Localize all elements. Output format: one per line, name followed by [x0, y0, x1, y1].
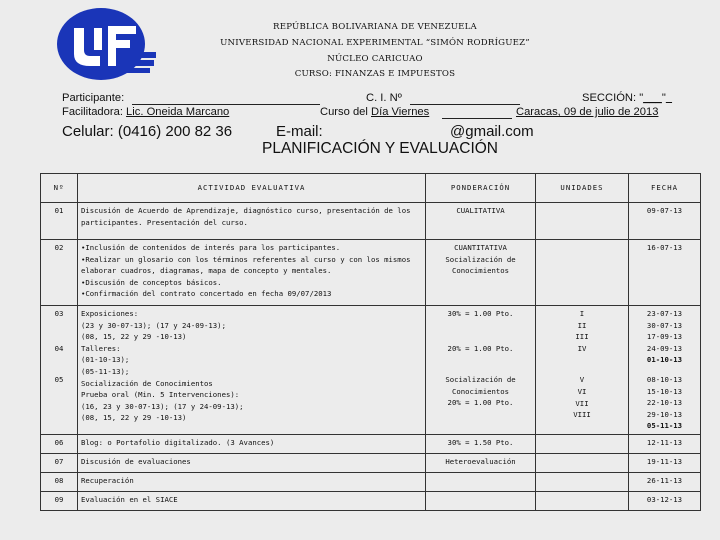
ponderacion-exposiciones: 30% = 1.00 Pto. [447, 309, 514, 318]
seccion-end: " [661, 92, 666, 104]
page-title: PLANIFICACIÓN Y EVALUACIÓN [261, 140, 498, 157]
row-actividad: Recuperación [78, 472, 426, 491]
unidad: IV [577, 343, 587, 353]
actividad-line: Prueba oral (Min. 5 Intervenciones): [81, 390, 240, 400]
table-row [41, 306, 701, 435]
celular: Celular: (0416) 200 82 36 [62, 123, 233, 140]
actividad-line: (01-10-13); [81, 355, 130, 365]
header-curso: CURSO: FINANZAS E IMPUESTOS [294, 69, 456, 79]
university-logo-icon [56, 6, 160, 82]
row-actividad: Blog: o Portafolio digitalizado. (3 Avances) [78, 434, 426, 453]
actividad-line: (16, 23 y 30-07-13); (17 y 24-09-13); [81, 401, 244, 411]
row-ponderacion: 30% = 1.50 Pto. [426, 434, 536, 453]
row-fecha: 09-07-13 [629, 203, 701, 240]
row-fechas-group [629, 306, 701, 435]
row-nums [41, 306, 78, 435]
header-actividad: ACTIVIDAD EVALUATIVA [78, 174, 426, 203]
row-num: 01 [41, 203, 78, 240]
fecha: 30-07-13 [646, 320, 683, 330]
row-unidades [536, 453, 629, 472]
fecha: 15-10-13 [646, 386, 683, 396]
participante-label: Participante: [62, 92, 125, 104]
row-ponderacion [426, 491, 536, 510]
row-unidades [536, 491, 629, 510]
list-item: •Realizar un glosario con los términos referentes al curso y con los mismos elaborar cuadros, diagramas, mapa de concepto y mentales. [81, 254, 411, 276]
row-unidades [536, 472, 629, 491]
actividad-line: (08, 15, 22 y 29 -10-13) [81, 413, 187, 423]
row-unidades [536, 434, 629, 453]
fecha-documento: Caracas, 09 de julio de 2013 [516, 106, 659, 118]
ponderacion-talleres: 20% = 1.00 Pto. [447, 343, 514, 353]
list-item: •Discusión de conceptos básicos. [81, 277, 222, 287]
actividad-line: Talleres: [81, 343, 121, 353]
unidad: VII [575, 398, 589, 408]
facilitadora-value: Lic. Oneida Marcano [126, 106, 230, 118]
row-ponderacion [426, 472, 536, 491]
seccion-label: SECCIÓN: " [582, 92, 644, 104]
header-fecha: FECHA [629, 174, 701, 203]
table-header-row [41, 174, 701, 203]
fecha: 29-10-13 [646, 409, 683, 419]
actividad-line: (05-11-13); [81, 366, 130, 376]
row-actividad-lines [78, 306, 426, 435]
row-actividad: Discusión de Acuerdo de Aprendizaje, diagnóstico curso, presentación de los participantes. Presentación del curso. [78, 203, 426, 240]
unidad: VI [577, 386, 587, 396]
row-num: 09 [41, 491, 78, 510]
fecha: 23-07-13 [646, 309, 683, 318]
unidad: VIII [573, 410, 591, 420]
actividad-line: (08, 15, 22 y 29 -10-13) [81, 332, 187, 342]
header-unidades: UNIDADES [536, 174, 629, 203]
row-ponderacion-group [426, 306, 536, 435]
list-item: •Confirmación del contrato concertado en fecha 09/07/2013 [81, 289, 332, 299]
row-num: 05 [54, 375, 64, 385]
header-republic: REPÚBLICA BOLIVARIANA DE VENEZUELA [273, 22, 477, 32]
email-label: E-mail: [276, 123, 323, 140]
row-ponderacion: CUANTITATIVA Socialización de Conocimientos [426, 240, 536, 306]
header-university: UNIVERSIDAD NACIONAL EXPERIMENTAL “SIMÓN RODRÍGUEZ” [220, 38, 530, 48]
row-num: 08 [41, 472, 78, 491]
fecha: 01-10-13 [646, 355, 683, 365]
email-domain: @gmail.com [450, 123, 534, 140]
row-num: 04 [54, 343, 64, 353]
unidad: I [579, 309, 585, 318]
row-ponderacion: Heteroevaluación [426, 453, 536, 472]
table-row [41, 240, 701, 306]
facilitadora-label: Facilitadora: [62, 106, 123, 118]
row-num: 07 [41, 453, 78, 472]
table-row [41, 203, 701, 240]
ci-label: C. I. Nº [366, 92, 402, 104]
header-ponderacion: PONDERACIÓN [426, 174, 536, 203]
fecha: 08-10-13 [646, 374, 683, 384]
row-actividad: Evaluación en el SIACE [78, 491, 426, 510]
row-fecha: 19-11-13 [629, 453, 701, 472]
row-actividad-list [78, 240, 426, 306]
table-row [41, 434, 701, 453]
row-unidades [536, 203, 629, 240]
header-nucleo: NÚCLEO CARICUAO [327, 54, 423, 64]
curso-label: Curso del [320, 106, 368, 118]
unidad: II [577, 320, 587, 330]
unidad: III [575, 332, 589, 342]
row-fecha: 16-07-13 [629, 240, 701, 306]
list-item: •Inclusión de contenidos de interés para los participantes. [81, 243, 341, 252]
table-row [41, 491, 701, 510]
table-row [41, 453, 701, 472]
participante-blank[interactable] [132, 104, 320, 105]
row-num: 06 [41, 434, 78, 453]
row-fecha: 26-11-13 [629, 472, 701, 491]
row-fecha: 03-12-13 [629, 491, 701, 510]
actividad-line: Exposiciones: [81, 309, 139, 318]
row-ponderacion: CUALITATIVA [426, 203, 536, 240]
table-row [41, 472, 701, 491]
seccion-value: ___ [643, 92, 662, 104]
row-num: 03 [54, 309, 64, 318]
actividad-line: (23 y 30-07-13); (17 y 24-09-13); [81, 320, 226, 330]
ponderacion-socializacion: Conocimientos [451, 386, 510, 396]
seccion-field [582, 92, 672, 104]
fecha: 22-10-13 [646, 398, 683, 408]
ponderacion-socializacion: Socialización de [445, 375, 516, 385]
actividad-line: Socialización de Conocimientos [81, 378, 213, 388]
fecha: 17-09-13 [646, 332, 683, 342]
curso-blank [442, 118, 512, 119]
curso-value: Día Viernes [371, 106, 430, 118]
fecha: 05-11-13 [646, 421, 683, 431]
header-num: Nº [41, 174, 78, 203]
fecha: 24-09-13 [646, 343, 683, 353]
facilitadora-field [62, 106, 229, 118]
row-fecha: 12-11-13 [629, 434, 701, 453]
curso-field [320, 106, 429, 118]
row-num: 02 [41, 240, 78, 306]
ponderacion-socializacion: 20% = 1.00 Pto. [447, 398, 514, 408]
seccion-tail [666, 92, 672, 104]
planning-table [40, 173, 701, 511]
unidad: V [579, 375, 585, 385]
row-actividad: Discusión de evaluaciones [78, 453, 426, 472]
row-unidades [536, 240, 629, 306]
row-unidades-group [536, 306, 629, 435]
ci-blank[interactable] [410, 104, 520, 105]
